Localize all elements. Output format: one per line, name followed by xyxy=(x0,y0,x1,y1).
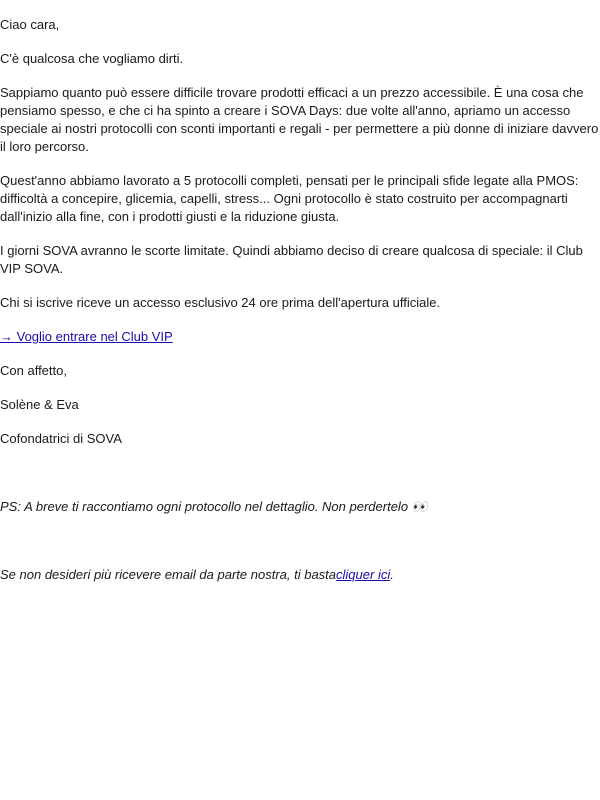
spacer xyxy=(0,464,600,498)
unsubscribe-link[interactable]: cliquer ici xyxy=(336,567,391,582)
spacer xyxy=(0,532,600,566)
cta-paragraph xyxy=(0,328,600,346)
unsubscribe-text: Se non desideri più ricevere email da parte nostra, ti basta xyxy=(0,567,337,582)
signature-title: Cofondatrici di SOVA xyxy=(0,431,122,446)
unsubscribe-end: . xyxy=(390,567,394,582)
postscript: PS: A breve ti raccontiamo ogni protocollo nel dettaglio. Non perdertelo 👀 xyxy=(0,499,428,514)
signoff: Con affetto, xyxy=(0,363,67,378)
paragraph-protocols: Quest'anno abbiamo lavorato a 5 protocolli completi, pensati per le principali sfide legate alla PMOS: difficoltà a concepire, glicemia, capelli, stress... Ogni protocollo è stato costruito per accompagnarti dall'inizio alla fine, con i prodotti giusti e la riduzione giusta. xyxy=(0,173,579,224)
signature-names: Solène & Eva xyxy=(0,397,79,412)
paragraph-sova-days: Sappiamo quanto può essere difficile trovare prodotti efficaci a un prezzo accessibile. È una cosa che pensiamo spesso, e che ci ha spinto a creare i SOVA Days: due volte all'anno, apriamo un accesso speciale ai nostri protocolli con sconti importanti e regali - per permettere a più donne di iniziare davvero il loro percorso. xyxy=(0,85,599,154)
club-vip-link[interactable]: → Voglio entrare nel Club VIP xyxy=(0,329,173,344)
greeting: Ciao cara, xyxy=(0,17,60,32)
unsubscribe-paragraph xyxy=(0,566,600,584)
paragraph-club-vip: I giorni SOVA avranno le scorte limitate. Quindi abbiamo deciso di creare qualcosa di speciale: il Club VIP SOVA. xyxy=(0,243,583,276)
paragraph-early-access: Chi si iscrive riceve un accesso esclusivo 24 ore prima dell'apertura ufficiale. xyxy=(0,295,441,310)
intro-text: C'è qualcosa che vogliamo dirti. xyxy=(0,51,184,66)
